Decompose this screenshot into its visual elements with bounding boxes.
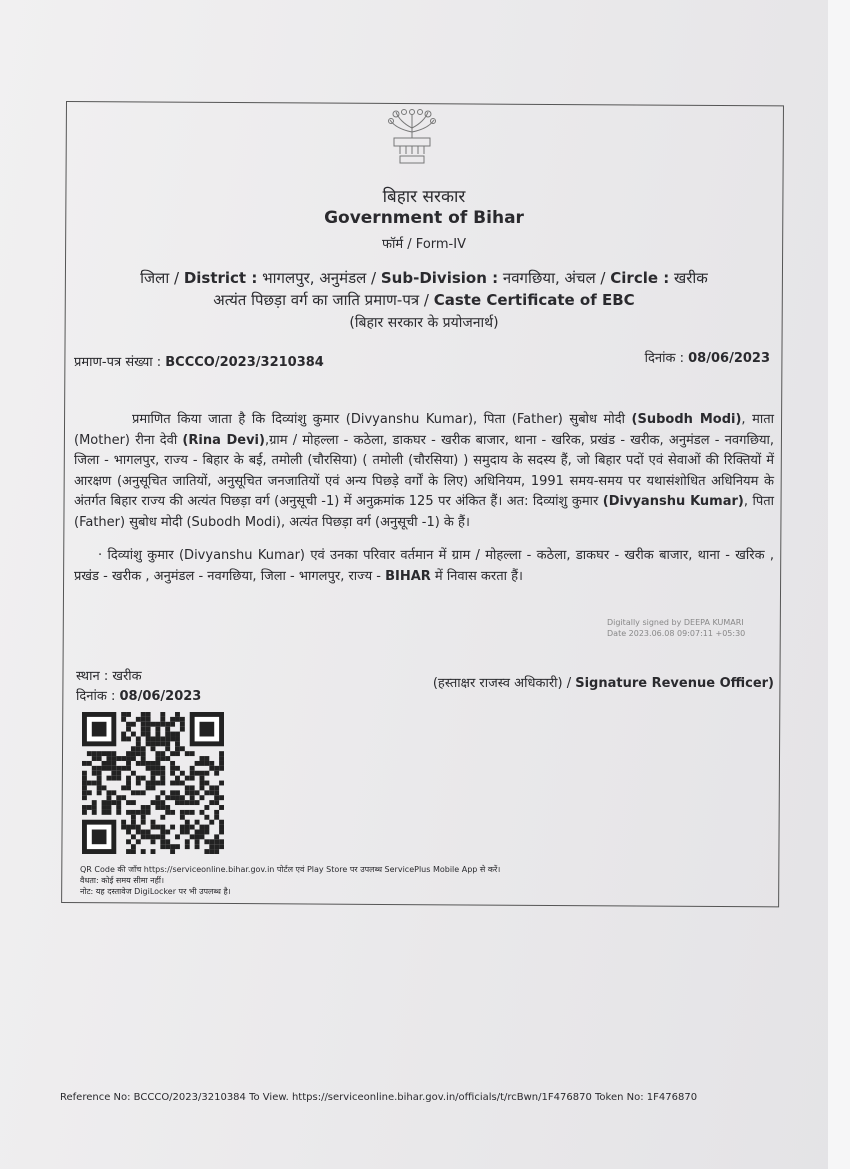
issue-date: दिनांक : 08/06/2023 (644, 351, 770, 366)
residence-paragraph: · दिव्यांशु कुमार (Divyanshu Kumar) एवं उनका परिवार वर्तमान में ग्राम / मोहल्ला - कठेला, डाकघर - खरीक बाजार, थाना - खरिक , प्रखंड - खरीक , अनुमंडल - नवगछिया, जिला - भागलपुर, राज्य - BIHAR में निवास करता हैं। (74, 548, 774, 584)
qr-code-icon[interactable] (82, 712, 224, 854)
place-and-date (76, 667, 201, 707)
certificate-title: अत्यंत पिछड़ा वर्ग का जाति प्रमाण-पत्र / Caste Certificate of EBC (213, 291, 635, 309)
signature-label: (हस्ताक्षर राजस्व अधिकारी) / Signature Revenue Officer) (432, 676, 774, 691)
reference-footer: Reference No: BCCCO/2023/3210384 To View. https://serviceonline.bihar.gov.in/officials/t/rcBwn/1F476870 Token No: 1F476870 (60, 1092, 698, 1103)
certification-paragraph: प्रमाणित किया जाता है कि दिव्यांशु कुमार (Divyanshu Kumar), पिता (Father) सुबोध मोदी (Subodh Modi), माता (Mother) रीना देवी (Rina Devi),ग्राम / मोहल्ला - कठेला, डाकघर - खरीक बाजार, थाना - खरिक, प्रखंड - खरीक, अनुमंडल - नवगछिया, जिला - भागलपुर, राज्य - बिहार के बर्ई, तमोली (चौरसिया) ( तमोली (चौरसिया) ) समुदाय के सदस्य हैं, जो बिहार पदों एवं सेवाओं की रिक्तियों में आरक्षण (अनुसूचित जातियों, अनुसूचित जनजातियों एवं अन्य पिछड़े वर्गों के लिए) अधिनियम, 1991 समय-समय पर यथासंशोधित अधिनियम के अंतर्गत बिहार राज्य की अत्यंत पिछड़ा वर्ग (अनुसूची -1) में अनुक्रमांक 125 पर अंकित हैं। अत: दिव्यांशु कुमार (Divyanshu Kumar), पिता (Father) सुबोध मोदी (Subodh Modi), अत्यंत पिछड़ा वर्ग (अनुसूची -1) के हैं। (74, 412, 775, 530)
qr-notes: QR Code की जाँच https://serviceonline.bihar.gov.in पोर्टल एवं Play Store पर उपलब्ध ServicePlus Mobile App से करें। वैधता: कोई समय सीमा नहीं। नोट: यह दस्तावेज DigiLocker पर भी उपलब्ध है। (80, 865, 501, 896)
place: स्थान : खरीक (76, 669, 142, 684)
footer-date: दिनांक : 08/06/2023 (76, 689, 202, 704)
form-label: फॉर्म / Form-IV (382, 237, 466, 252)
bihar-emblem-icon (386, 108, 438, 166)
digital-signature: Digitally signed by DEEPA KUMARI Date 2023.06.08 09:07:11 +05:30 (607, 618, 746, 638)
district-line: जिला / District : भागलपुर, अनुमंडल / Sub-Division : नवगछिया, अंचल / Circle : खरीक (140, 269, 708, 287)
certificate-number: प्रमाण-पत्र संख्या : BCCCO/2023/3210384 (74, 355, 324, 370)
title-english: Government of Bihar (324, 208, 524, 228)
scan-edge (828, 0, 850, 1169)
title-hindi: बिहार सरकार (382, 187, 466, 207)
purpose-line: (बिहार सरकार के प्रयोजनार्थ) (349, 315, 499, 331)
